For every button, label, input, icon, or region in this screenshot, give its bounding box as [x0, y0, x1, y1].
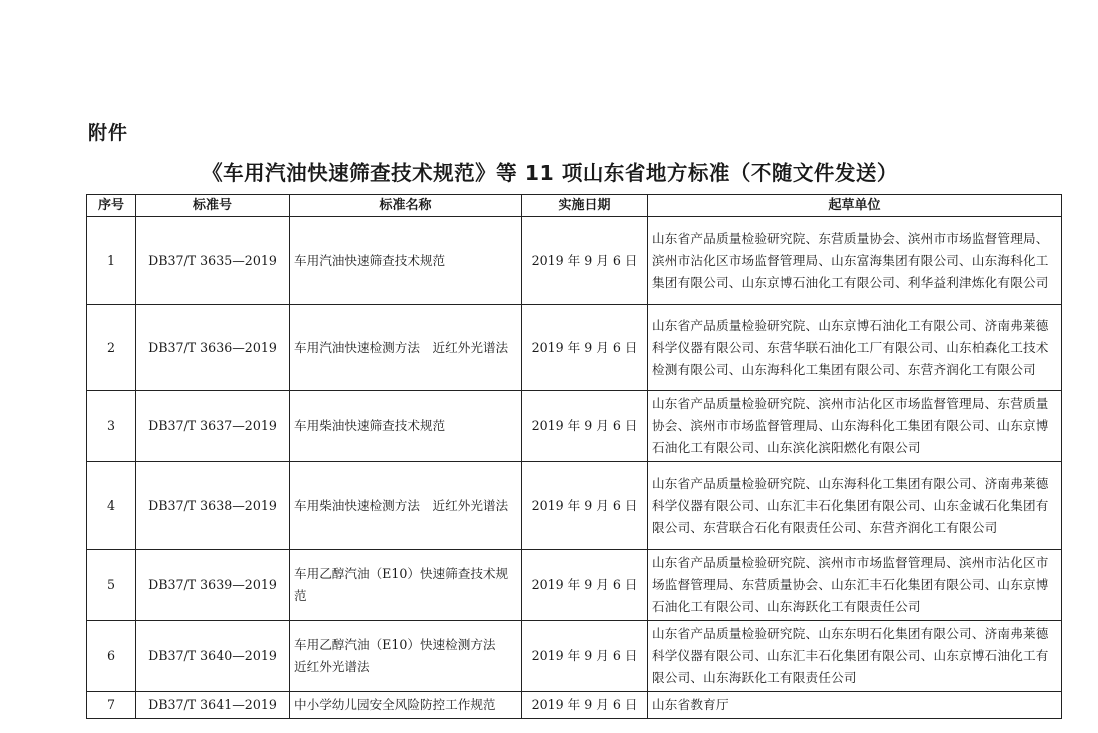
- cell-name: 车用汽油快速筛查技术规范: [290, 217, 522, 305]
- cell-org: 山东省教育厅: [648, 692, 1062, 719]
- cell-name: 车用柴油快速检测方法 近红外光谱法: [290, 462, 522, 550]
- standards-table: [86, 194, 1062, 719]
- cell-date: 2019 年 9 月 6 日: [522, 692, 648, 719]
- table-row: [87, 621, 1062, 692]
- header-name: 标准名称: [290, 195, 522, 217]
- table-header-row: [87, 195, 1062, 217]
- cell-org: 山东省产品质量检验研究院、滨州市市场监督管理局、滨州市沾化区市场监督管理局、东营质量协会、山东汇丰石化集团有限公司、山东京博石油化工有限公司、山东海跃化工有限责任公司: [648, 550, 1062, 621]
- table-row: [87, 692, 1062, 719]
- table-row: [87, 462, 1062, 550]
- header-code: 标准号: [136, 195, 290, 217]
- table-row: [87, 305, 1062, 391]
- cell-name: 车用柴油快速筛查技术规范: [290, 391, 522, 462]
- cell-code: DB37/T 3636—2019: [136, 305, 290, 391]
- table-row: [87, 550, 1062, 621]
- cell-name: 车用乙醇汽油（E10）快速检测方法 近红外光谱法: [290, 621, 522, 692]
- cell-date: 2019 年 9 月 6 日: [522, 217, 648, 305]
- cell-code: DB37/T 3639—2019: [136, 550, 290, 621]
- cell-code: DB37/T 3641—2019: [136, 692, 290, 719]
- cell-code: DB37/T 3638—2019: [136, 462, 290, 550]
- cell-seq: 5: [87, 550, 136, 621]
- cell-name: 车用汽油快速检测方法 近红外光谱法: [290, 305, 522, 391]
- cell-seq: 4: [87, 462, 136, 550]
- cell-date: 2019 年 9 月 6 日: [522, 621, 648, 692]
- cell-date: 2019 年 9 月 6 日: [522, 462, 648, 550]
- table-row: [87, 391, 1062, 462]
- cell-org: 山东省产品质量检验研究院、山东东明石化集团有限公司、济南弗莱德科学仪器有限公司、山东汇丰石化集团有限公司、山东京博石油化工有限公司、山东海跃化工有限责任公司: [648, 621, 1062, 692]
- cell-seq: 7: [87, 692, 136, 719]
- cell-date: 2019 年 9 月 6 日: [522, 305, 648, 391]
- document-title: 《车用汽油快速筛查技术规范》等 11 项山东省地方标准（不随文件发送）: [202, 161, 898, 185]
- cell-org: 山东省产品质量检验研究院、山东海科化工集团有限公司、济南弗莱德科学仪器有限公司、山东汇丰石化集团有限公司、山东金诚石化集团有限公司、东营联合石化有限责任公司、东营齐润化工有限公司: [648, 462, 1062, 550]
- header-date: 实施日期: [522, 195, 648, 217]
- cell-seq: 6: [87, 621, 136, 692]
- cell-org: 山东省产品质量检验研究院、山东京博石油化工有限公司、济南弗莱德科学仪器有限公司、东营华联石油化工厂有限公司、山东柏森化工技术检测有限公司、山东海科化工集团有限公司、东营齐润化工有限公司: [648, 305, 1062, 391]
- cell-code: DB37/T 3637—2019: [136, 391, 290, 462]
- cell-seq: 3: [87, 391, 136, 462]
- cell-date: 2019 年 9 月 6 日: [522, 391, 648, 462]
- cell-seq: 1: [87, 217, 136, 305]
- cell-org: 山东省产品质量检验研究院、东营质量协会、滨州市市场监督管理局、滨州市沾化区市场监督管理局、山东富海集团有限公司、山东海科化工集团有限公司、山东京博石油化工有限公司、利华益利津炼化有限公司: [648, 217, 1062, 305]
- table-row: [87, 217, 1062, 305]
- header-org: 起草单位: [648, 195, 1062, 217]
- cell-name: 车用乙醇汽油（E10）快速筛查技术规范: [290, 550, 522, 621]
- cell-seq: 2: [87, 305, 136, 391]
- cell-date: 2019 年 9 月 6 日: [522, 550, 648, 621]
- cell-org: 山东省产品质量检验研究院、滨州市沾化区市场监督管理局、东营质量协会、滨州市市场监督管理局、山东海科化工集团有限公司、山东京博石油化工有限公司、山东滨化滨阳燃化有限公司: [648, 391, 1062, 462]
- cell-code: DB37/T 3635—2019: [136, 217, 290, 305]
- attachment-label: 附件: [88, 122, 129, 144]
- header-seq: 序号: [87, 195, 136, 217]
- cell-code: DB37/T 3640—2019: [136, 621, 290, 692]
- cell-name: 中小学幼儿园安全风险防控工作规范: [290, 692, 522, 719]
